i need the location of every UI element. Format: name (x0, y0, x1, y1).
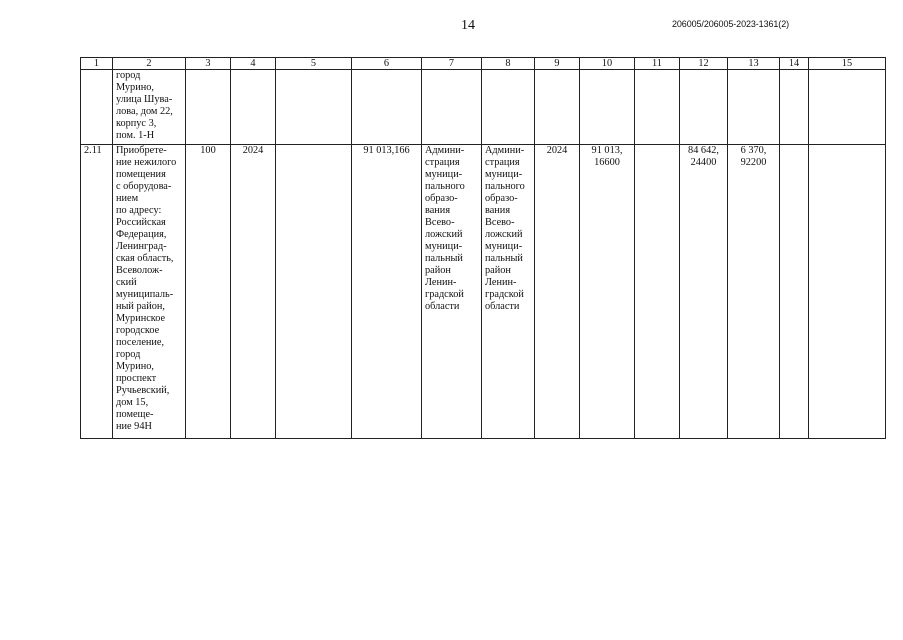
object-description-cell: город Мурино, улица Шува- лова, дом 22, корпус 3, пом. 1-Н (113, 70, 186, 145)
column-header: 1 (81, 58, 113, 70)
column-header: 3 (186, 58, 231, 70)
amount-cell: 84 642, 24400 (680, 145, 728, 439)
table-cell (231, 70, 276, 145)
table-cell (422, 70, 482, 145)
table-cell (352, 70, 422, 145)
page-number: 14 (461, 18, 475, 33)
table-cell (680, 70, 728, 145)
capacity-cell: 100 (186, 145, 231, 439)
column-header: 2 (113, 58, 186, 70)
table-cell (276, 145, 352, 439)
amount-cell: 6 370, 92200 (728, 145, 780, 439)
document-id: 206005/206005-2023-1361(2) (672, 19, 790, 29)
column-header: 11 (635, 58, 680, 70)
column-header: 7 (422, 58, 482, 70)
column-header: 4 (231, 58, 276, 70)
row-number-cell (81, 70, 113, 145)
table-cell (780, 70, 809, 145)
column-header: 8 (482, 58, 535, 70)
table-cell (276, 70, 352, 145)
column-header: 10 (580, 58, 635, 70)
year-cell: 2024 (231, 145, 276, 439)
column-header: 6 (352, 58, 422, 70)
table-row (81, 70, 886, 145)
year-cell: 2024 (535, 145, 580, 439)
column-header: 13 (728, 58, 780, 70)
table-cell (535, 70, 580, 145)
cost-cell: 91 013,166 (352, 145, 422, 439)
table-cell (635, 70, 680, 145)
developer-cell: Админи- страция муници- пального образо- вания Всево- ложский муници- пальный район Ленин- градской области (482, 145, 535, 439)
column-header: 9 (535, 58, 580, 70)
table-cell (809, 70, 886, 145)
column-number-row (81, 58, 886, 70)
customer-cell: Админи- страция муници- пального образо- вания Всево- ложский муници- пальный район Ленин- градской области (422, 145, 482, 439)
amount-cell: 91 013, 16600 (580, 145, 635, 439)
table-cell (580, 70, 635, 145)
column-header: 14 (780, 58, 809, 70)
object-description-cell: Приобрете- ние нежилого помещения с оборудова- нием по адресу: Российская Федерация, Ленинград- ская область, Всеволож- ский муниципаль- ный район, Муринское городское поселение, город Мурино, проспект Ручьевский, дом 15, помеще- ние 94Н (113, 145, 186, 439)
table-cell (635, 145, 680, 439)
table-cell (186, 70, 231, 145)
budget-table (80, 57, 886, 439)
table-cell (780, 145, 809, 439)
row-number-cell: 2.11 (81, 145, 113, 439)
column-header: 15 (809, 58, 886, 70)
table-cell (728, 70, 780, 145)
column-header: 5 (276, 58, 352, 70)
table-cell (482, 70, 535, 145)
table-row (81, 145, 886, 439)
column-header: 12 (680, 58, 728, 70)
table-cell (809, 145, 886, 439)
